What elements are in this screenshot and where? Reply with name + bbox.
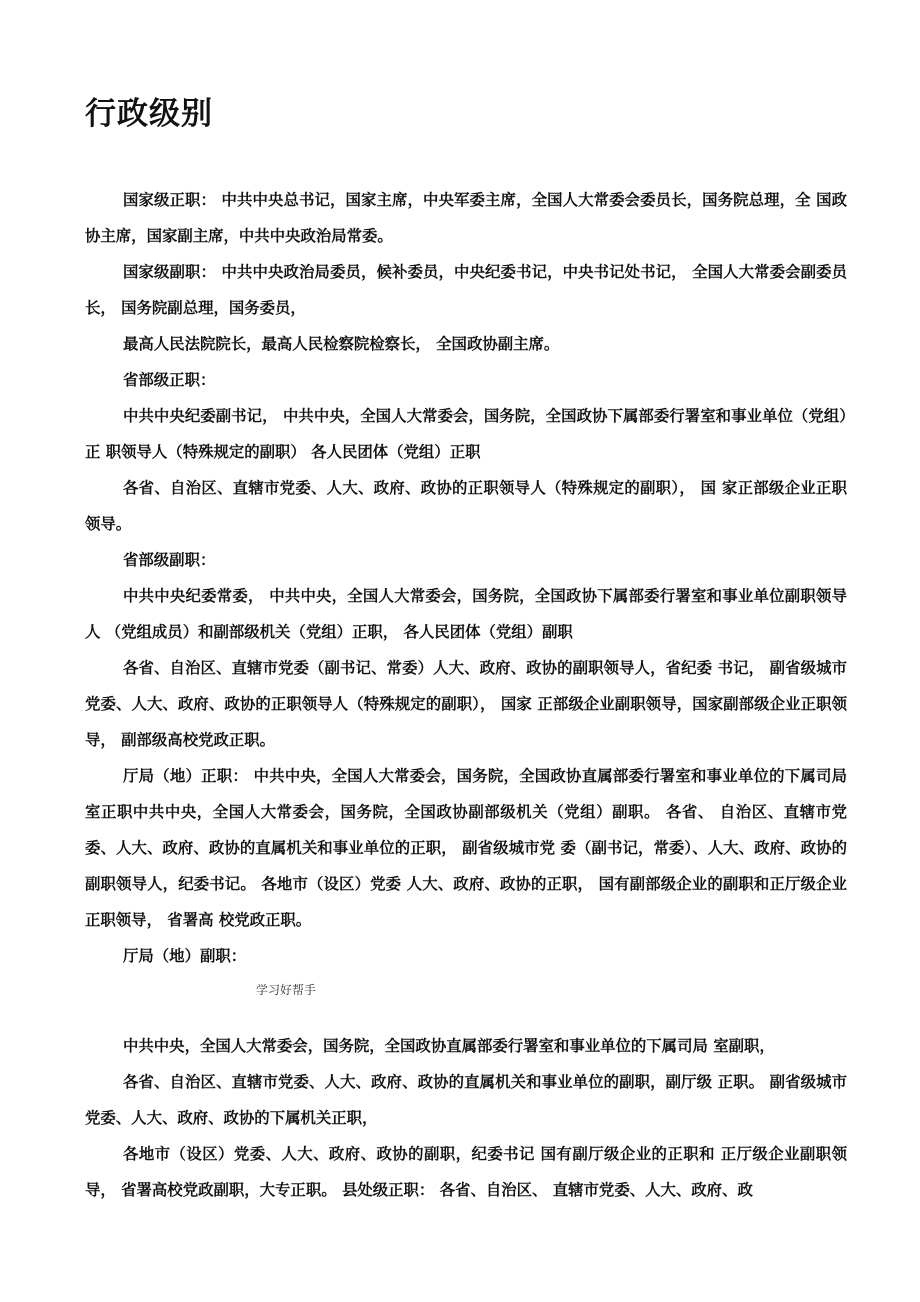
paragraph: 各地市（设区）党委、人大、政府、政协的副职，纪委书记 国有副厅级企业的正职和 正厅级企业副职领导， 省署高校党政副职，大专正职。 县处级正职： 各省、自治区、 直辖市党委、人大、政府、政 xyxy=(85,1145,847,1199)
page-title: 行政级别 xyxy=(85,96,213,132)
paragraph: 国家级副职： 中共中央政治局委员，候补委员，中央纪委书记，中央书记处书记， 全国人大常委会副委员长， 国务院副总理，国务委员， xyxy=(85,263,847,317)
page-footer: 学习好帮手 xyxy=(256,983,317,997)
paragraph: 最高人民法院院长，最高人民检察院检察长， 全国政协副主席。 xyxy=(123,335,560,353)
paragraph: 中共中央纪委常委， 中共中央，全国人大常委会，国务院，全国政协下属部委行署室和事业单位副职领导人 （党组成员）和副部级机关（党组）正职， 各人民团体（党组）副职 xyxy=(85,587,847,641)
paragraph: 中共中央，全国人大常委会，国务院，全国政协直属部委行署室和事业单位的下属司局 室副职， xyxy=(123,1037,775,1055)
body-text-part1 xyxy=(85,182,847,974)
paragraph: 各省、自治区、直辖市党委、人大、政府、政协的正职领导人（特殊规定的副职）， 国 家正部级企业正职领导。 xyxy=(85,479,847,533)
paragraph: 厅局（地）正职： 中共中央，全国人大常委会，国务院，全国政协直属部委行署室和事业单位的下属司局 室正职中共中央，全国人大常委会，国务院，全国政协副部级机关（党组）副职。 各省、 自治区、直辖市党委、人大、政府、政协的直属机关和事业单位的正职， 副省级城市党 委（副书记，常委）、人大、政府、政协的副职领导人，纪委书记。 各地市（设区）党委 人大、政府、政协的正职， 国有副部级企业的副职和正厅级企业正职领导， 省署高 校党政正职。 xyxy=(85,767,847,929)
body-text-part2 xyxy=(85,1028,847,1208)
section-heading: 省部级副职： xyxy=(123,551,216,569)
section-heading: 省部级正职： xyxy=(123,371,216,389)
paragraph: 各省、自治区、直辖市党委、人大、政府、政协的直属机关和事业单位的副职，副厅级 正职。 副省级城市党委、人大、政府、政协的下属机关正职， xyxy=(85,1073,847,1127)
paragraph: 中共中央纪委副书记， 中共中央，全国人大常委会，国务院，全国政协下属部委行署室和事业单位（党组）正 职领导人（特殊规定的副职） 各人民团体（党组）正职 xyxy=(85,407,847,461)
paragraph: 国家级正职： 中共中央总书记，国家主席，中央军委主席，全国人大常委会委员长，国务院总理，全 国政协主席，国家副主席，中共中央政治局常委。 xyxy=(85,191,847,245)
paragraph: 各省、自治区、直辖市党委（副书记、常委）人大、政府、政协的副职领导人，省纪委 书记， 副省级城市党委、人大、政府、政协的正职领导人（特殊规定的副职）， 国家 正部级企业副职领导，国家副部级企业正职领导， 副部级高校党政正职。 xyxy=(85,659,847,749)
section-heading: 厅局（地）副职： xyxy=(123,947,247,965)
